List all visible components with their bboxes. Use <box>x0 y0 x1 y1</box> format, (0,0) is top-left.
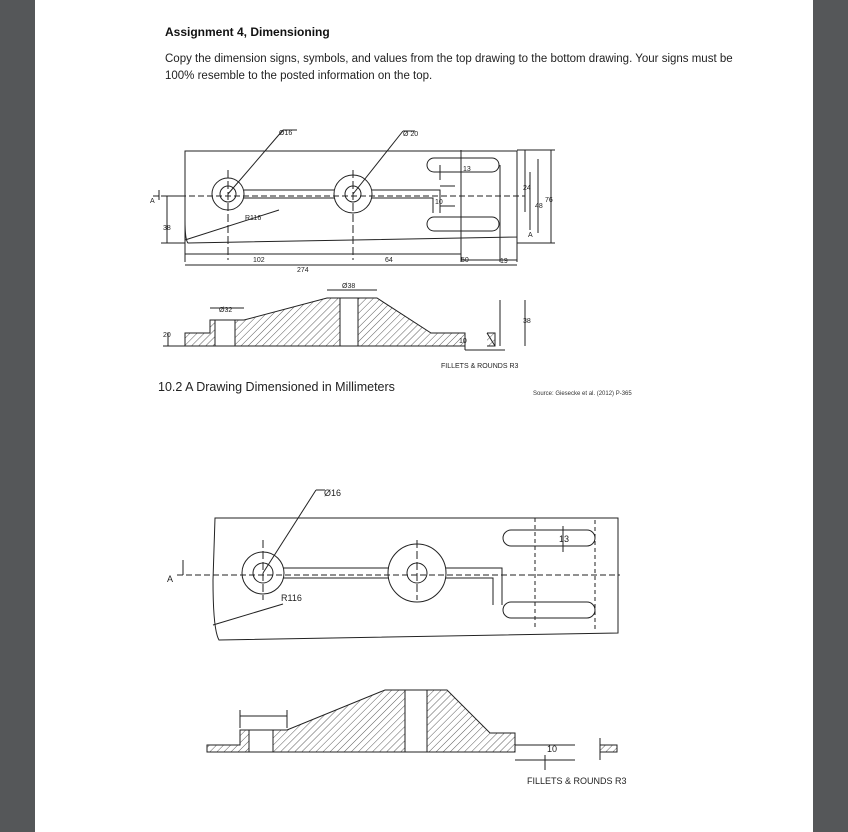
dim-13-top: 13 <box>463 166 471 173</box>
drawings-canvas <box>35 0 813 832</box>
section-a-top-right: A <box>528 232 533 239</box>
bottom-front-section <box>207 690 617 770</box>
fillets-note-bottom: FILLETS & ROUNDS R3 <box>527 776 627 786</box>
dim-38-front: 38 <box>523 318 531 325</box>
fillets-note-top: FILLETS & ROUNDS R3 <box>441 363 519 370</box>
dim-102: 102 <box>253 257 265 264</box>
dim-10-top: 10 <box>435 199 443 206</box>
dim-dia16-top: Ø16 <box>279 130 293 137</box>
dim-19: 19 <box>500 258 508 265</box>
dim-274: 274 <box>297 267 309 274</box>
dim-dia20-top: Ø 20 <box>403 131 419 138</box>
document-page <box>35 0 813 832</box>
dim-dia38: Ø38 <box>342 283 356 290</box>
dim-64: 64 <box>385 257 393 264</box>
dim-48: 48 <box>535 203 543 210</box>
dim-dia32: Ø32 <box>219 307 233 314</box>
figure-caption: 10.2 A Drawing Dimensioned in Millimeters <box>158 380 395 394</box>
dim-r116-top: R116 <box>245 215 262 222</box>
dim-50: 50 <box>461 257 469 264</box>
top-front-section <box>163 290 525 350</box>
section-a-bottom: A <box>167 574 174 584</box>
dim-10-bottom: 10 <box>547 744 558 754</box>
bottom-plan-view <box>177 490 620 640</box>
dim-38-left: 38 <box>163 225 171 232</box>
assignment-title: Assignment 4, Dimensioning <box>165 25 330 39</box>
top-plan-view <box>153 130 555 265</box>
dim-20: 20 <box>163 332 171 339</box>
dim-10-front: 10 <box>459 338 467 345</box>
dim-13-bottom: 13 <box>559 534 570 544</box>
dim-r116-bottom: R116 <box>281 593 302 603</box>
section-a-top-left: A <box>150 198 155 205</box>
instructions-text: Copy the dimension signs, symbols, and values from the top drawing to the bottom drawing. Your signs must be 100% resemble to the posted information on the top. <box>165 53 733 82</box>
source-citation: Source: Giesecke et al. (2012) P-365 <box>533 391 632 397</box>
dim-76: 76 <box>545 197 553 204</box>
dim-24: 24 <box>523 185 531 192</box>
dim-dia16-bottom: Ø16 <box>324 488 342 498</box>
